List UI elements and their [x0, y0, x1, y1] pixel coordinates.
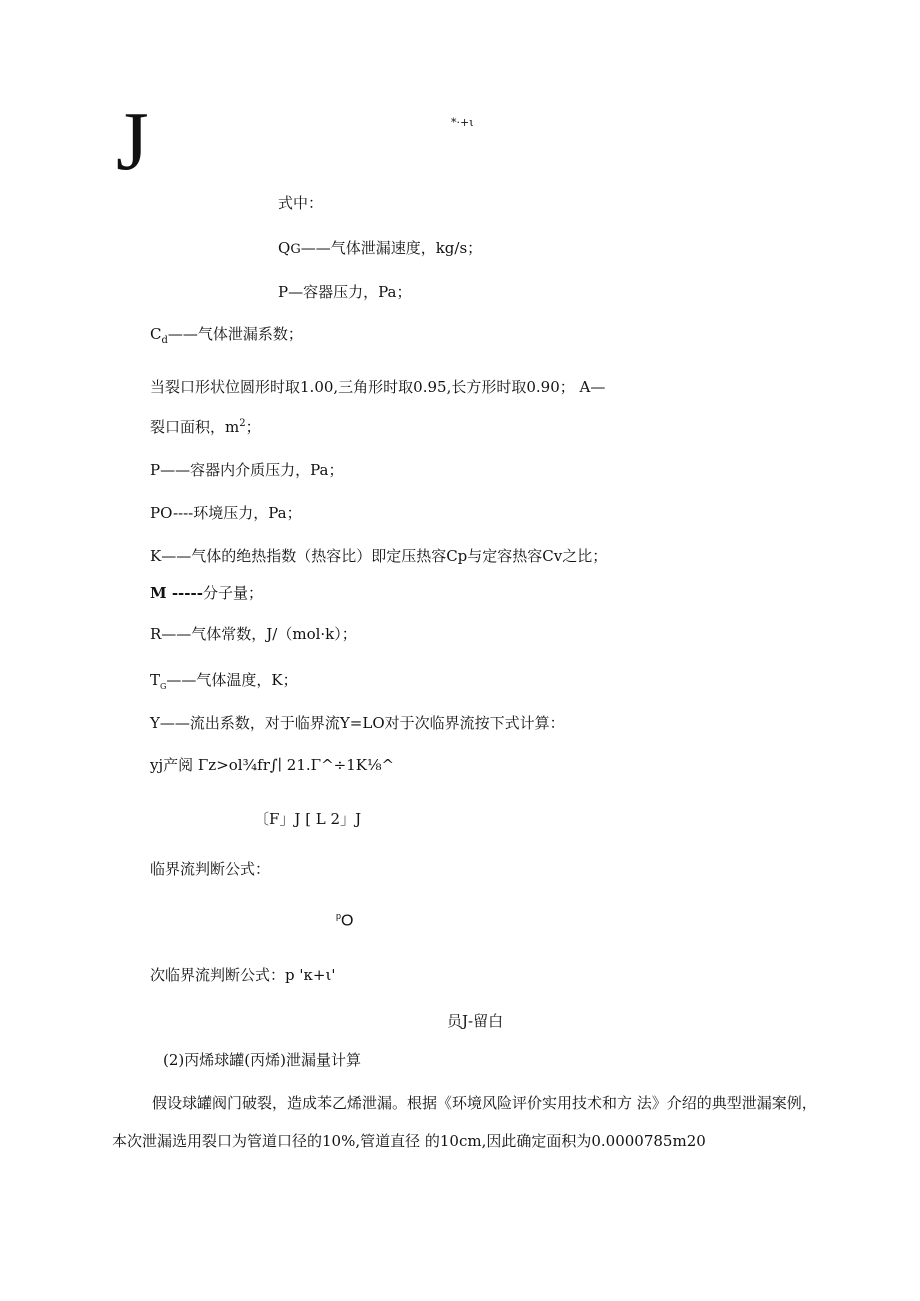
area-end: ； [245, 418, 261, 436]
section-heading: (2)丙烯球罐(丙烯)泄漏量计算 [163, 1051, 361, 1069]
qg-desc: ——气体泄漏速度，kg/s； [300, 239, 483, 257]
def-p0: PO----环境压力，Pa； [150, 504, 302, 522]
formula-line-1: yj产阅 Γz>ol¾fr∫∣ 21.Γ^÷1K⅛^ [150, 756, 395, 774]
def-qg [278, 241, 482, 256]
tg-symbol: T [150, 671, 161, 689]
m-symbol: M ----- [150, 584, 203, 602]
cd-desc: ——气体泄漏系数； [167, 325, 303, 343]
def-k: K——气体的绝热指数（热容比）即定压热容Cp与定容热容Cv之比； [150, 547, 608, 565]
subcritical-label: 次临界流判断公式： [150, 966, 286, 984]
subcritical-line [150, 968, 335, 983]
area-desc: 裂口面积，m [150, 418, 240, 436]
qg-subscript: G [290, 242, 301, 257]
def-p-inner: P——容器内介质压力，Pa； [150, 461, 344, 479]
cd-subscript: d [161, 335, 168, 346]
def-shape-note: 当裂口形状位圆形时取1.00,三角形时取0.95,长方形时取0.90； A— [150, 378, 606, 396]
tg-subscript: G [160, 682, 167, 691]
def-p: P—容器压力，Pa； [278, 283, 412, 301]
paragraph-line-2: 本次泄漏选用裂口为管道口径的10%,管道直径 的10cm,因此确定面积为0.0000785m20 [112, 1132, 706, 1150]
tg-desc: ——气体温度，K； [166, 671, 298, 689]
formula-fragment: *·+ι [451, 116, 474, 129]
critical-expression [336, 912, 353, 929]
def-y: Y——流出系数，对于临界流Y=LO对于次临界流按下式计算： [150, 714, 565, 732]
critical-expr-o: O [341, 912, 354, 930]
garbled-fragment: 员J-留白 [447, 1012, 504, 1030]
critical-label: 临界流判断公式： [150, 860, 271, 878]
def-tg [150, 673, 298, 691]
def-area [150, 419, 261, 435]
cd-symbol: C [150, 325, 162, 343]
qg-symbol: Q [278, 239, 291, 257]
subcritical-expression: p 'κ+ι' [285, 966, 336, 984]
critical-expr-sup: p [336, 911, 342, 921]
paragraph-line-1: 假设球罐阀门破裂，造成苯乙烯泄漏。根据《环境风险评价实用技术和方 法》介绍的典型泄漏案例， [152, 1094, 817, 1112]
definitions-intro: 式中： [278, 194, 324, 212]
def-r: R——气体常数，J/（mol·k）； [150, 625, 357, 643]
m-desc: 分子量； [202, 584, 263, 602]
formula-line-2: 〔F」J [ L 2」J [254, 810, 362, 828]
formula-big-j: J [116, 95, 149, 188]
def-m [150, 586, 263, 601]
area-superscript: 2 [239, 418, 246, 429]
def-cd [150, 327, 303, 346]
